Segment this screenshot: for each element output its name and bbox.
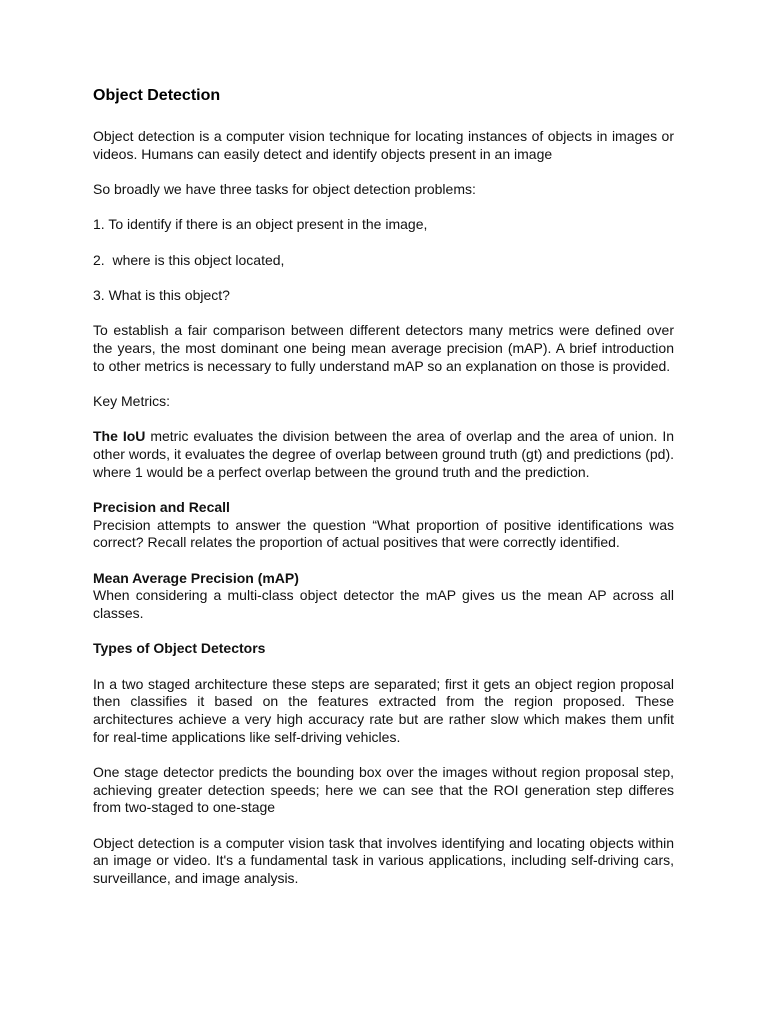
task-item-1: 1. To identify if there is an object present in the image, [93,216,428,233]
page-title: Object Detection [93,87,221,104]
precision-recall-section [93,499,674,552]
map-text: When considering a multi-class object detector the mAP gives us the mean AP across all classes. [93,587,674,621]
types-heading [93,640,674,658]
key-metrics-label: Key Metrics: [93,392,171,409]
one-stage-paragraph: One stage detector predicts the bounding box over the images without region proposal step, achieving greater detection speeds; here we can see that the ROI generation step differes from two-staged to one-stage [93,764,674,816]
precision-recall-heading: Precision and Recall [93,498,230,515]
map-heading: Mean Average Precision (mAP) [93,569,299,586]
task-item-3: 3. What is this object? [93,286,230,303]
iou-paragraph [93,428,674,481]
document-body [93,86,674,888]
types-heading-text: Types of Object Detectors [93,640,266,657]
iou-lead: The IoU [93,428,146,445]
map-section [93,570,674,623]
task-item-2: 2. where is this object located, [93,251,285,268]
iou-text: metric evaluates the division between the area of overlap and the area of union. In other words, it evaluates the degree of overlap between ground truth (gt) and predictions (pd). where 1 would be a perfect overlap between the ground truth and the prediction. [93,428,674,480]
precision-recall-text: Precision attempts to answer the question “What proportion of positive identifications was correct? Recall relates the proportion of actual positives that were correctly identified. [93,516,674,551]
intro-paragraph: Object detection is a computer vision technique for locating instances of objects in images or videos. Humans can easily detect and identify objects present in an image [93,128,674,162]
tasks-intro-paragraph: So broadly we have three tasks for object detection problems: [93,181,476,197]
closing-paragraph: Object detection is a computer vision task that involves identifying and locating objects within an image or video. It's a fundamental task in various applications, including self-driving cars, surveillance, and image analysis. [93,834,674,887]
two-stage-paragraph: In a two staged architecture these steps are separated; first it gets an object region proposal then classifies it based on the features extracted from the region proposed. These architectures achieve a very high accuracy rate but are rather slow which makes them unfit for real-time applications like self-driving vehicles. [93,675,674,745]
comparison-paragraph: To establish a fair comparison between different detectors many metrics were defined over the years, the most dominant one being mean average precision (mAP). A brief introduction to other metrics is necessary to fully understand mAP so an explanation on those is provided. [93,322,674,374]
